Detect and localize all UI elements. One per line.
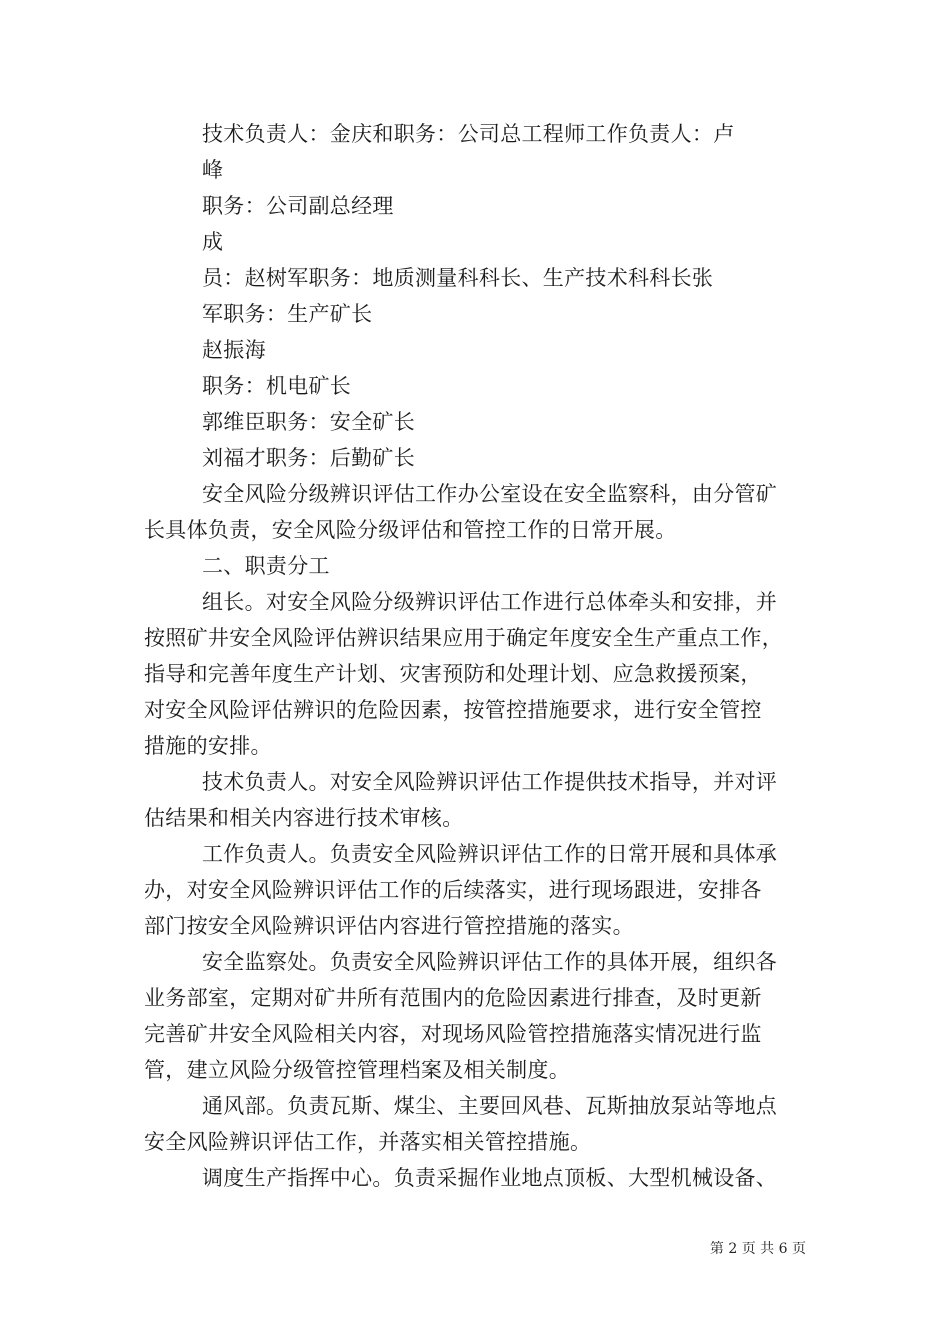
paragraph-line: 通风部。负责瓦斯、煤尘、主要回风巷、瓦斯抽放泵站等地点 (202, 1094, 778, 1118)
paragraph-office (144, 476, 824, 548)
paragraph-line: 长具体负责，安全风险分级评估和管控工作的日常开展。 (144, 518, 677, 542)
paragraph-line: 安全监察处。负责安全风险辨识评估工作的具体开展，组织各 (202, 950, 778, 974)
text-line: 技术负责人：金庆和职务：公司总工程师工作负责人：卢 (202, 122, 735, 146)
text-line: 员：赵树军职务：地质测量科科长、生产技术科科长张 (202, 266, 714, 290)
paragraph-line: 组长。对安全风险分级辨识评估工作进行总体牵头和安排，并 (202, 590, 778, 614)
paragraph-line: 按照矿井安全风险评估辨识结果应用于确定年度安全生产重点工作， (144, 626, 783, 650)
paragraph-line: 工作负责人。负责安全风险辨识评估工作的日常开展和具体承 (202, 842, 778, 866)
paragraph-line: 估结果和相关内容进行技术审核。 (144, 806, 464, 830)
paragraph-tech-lead (144, 764, 824, 836)
paragraph-leader (144, 584, 824, 764)
text-line: 军职务：生产矿长 (202, 302, 373, 326)
personnel-list (144, 116, 824, 476)
page-number: 第 2 页 共 6 页 (709, 1241, 806, 1257)
paragraph-work-lead (144, 836, 824, 944)
text-line: 峰 (202, 158, 224, 182)
paragraph-line: 指导和完善年度生产计划、灾害预防和处理计划、应急救援预案， (144, 662, 762, 686)
paragraph-line: 管，建立风险分级管控管理档案及相关制度。 (144, 1058, 570, 1082)
paragraph-dispatch (144, 1160, 824, 1196)
paragraph-line: 业务部室，定期对矿井所有范围内的危险因素进行排查，及时更新 (144, 986, 762, 1010)
text-line: 刘福才职务：后勤矿长 (202, 446, 415, 470)
text-line: 成 (202, 230, 224, 254)
paragraph-line: 办，对安全风险辨识评估工作的后续落实，进行现场跟进，安排各 (144, 878, 762, 902)
text-line: 职务：公司副总经理 (202, 194, 394, 218)
paragraph-line: 完善矿井安全风险相关内容，对现场风险管控措施落实情况进行监 (144, 1022, 762, 1046)
page-body (144, 116, 824, 1196)
heading-line: 二、职责分工 (202, 554, 330, 578)
paragraph-line: 安全风险分级辨识评估工作办公室设在安全监察科，由分管矿 (202, 482, 778, 506)
paragraph-line: 措施的安排。 (144, 734, 272, 758)
text-line: 赵振海 (202, 338, 266, 362)
paragraph-line: 安全风险辨识评估工作，并落实相关管控措施。 (144, 1130, 592, 1154)
paragraph-line: 调度生产指挥中心。负责采掘作业地点顶板、大型机械设备、 (202, 1166, 778, 1190)
text-line: 职务：机电矿长 (202, 374, 352, 398)
section-heading (144, 548, 824, 584)
paragraph-ventilation (144, 1088, 824, 1160)
paragraph-safety-office (144, 944, 824, 1088)
paragraph-line: 部门按安全风险辨识评估内容进行管控措施的落实。 (144, 914, 634, 938)
paragraph-line: 对安全风险评估辨识的危险因素，按管控措施要求，进行安全管控 (144, 698, 762, 722)
text-line: 郭维臣职务：安全矿长 (202, 410, 415, 434)
paragraph-line: 技术负责人。对安全风险辨识评估工作提供技术指导，并对评 (202, 770, 778, 794)
